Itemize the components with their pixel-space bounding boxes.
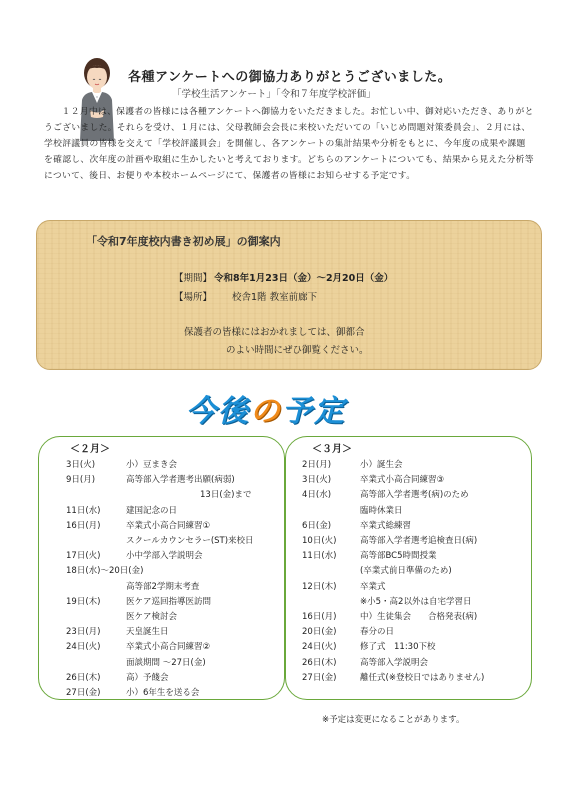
- event-period-value: 令和8年1月23日（金）～2月20日（金）: [214, 273, 394, 284]
- schedule-row: [302, 656, 532, 670]
- schedule-event: 高等部入学者選考追検査日(病): [360, 536, 478, 546]
- schedule-date: 19日(木): [66, 596, 101, 607]
- heading-part-2: の: [250, 394, 282, 429]
- schedule-date: 16日(月): [302, 612, 337, 622]
- schedule-event: 卒業式小高合同練習①: [126, 520, 211, 531]
- event-place-value: 校舎1階 教室前廊下: [232, 292, 318, 303]
- schedule-date: 24日(火): [302, 642, 337, 653]
- march-label: ＜３月＞: [312, 444, 352, 455]
- schedule-date: 26日(木): [66, 672, 101, 683]
- schedule-event: 高等部入学説明会: [360, 657, 429, 668]
- schedule-event: 卒業式小高合同練習②: [126, 642, 211, 653]
- schedule-event: (卒業式前日準備のため): [360, 566, 452, 577]
- schedule-event: 小中学部入学説明会: [126, 551, 203, 562]
- schedule-row: [66, 656, 296, 670]
- heading-part-3: 予定: [282, 394, 346, 429]
- schedule-event: 高等部2学期末考査: [126, 581, 200, 592]
- schedule-row: [66, 458, 296, 472]
- schedule-event: 修了式 11:30下校: [360, 642, 436, 653]
- schedule-event: ※小5・高2以外は自宅学習日: [360, 596, 472, 607]
- schedule-event: 卒業式小高合同練習③: [360, 475, 445, 486]
- schedule-date: 4日(水): [302, 490, 332, 501]
- event-note-line-1: 保護者の皆様にはおかれましては、御都合: [184, 327, 365, 338]
- schedule-event: 小）豆まき会: [126, 460, 178, 470]
- schedule-row: [302, 549, 532, 563]
- event-note-line-2: のよい時間にぜひ御覧ください。: [226, 345, 369, 356]
- schedule-row: [302, 625, 532, 639]
- schedule-event: 卒業式総練習: [360, 520, 412, 531]
- schedule-event: 春分の日: [360, 627, 395, 638]
- event-period-label: 【期間】: [174, 273, 213, 284]
- schedule-date: 26日(木): [302, 657, 337, 668]
- schedule-date: 3日(火): [302, 475, 332, 486]
- schedule-row: [302, 458, 532, 472]
- schedule-date: 20日(金): [302, 627, 337, 638]
- schedule-row: [302, 534, 532, 548]
- schedule-date: 3日(火): [66, 460, 96, 470]
- schedule-event: 面談期間 ～27日(金): [126, 657, 206, 668]
- schedule-date: 10日(火): [302, 536, 337, 546]
- schedule-date: 11日(水): [302, 551, 337, 562]
- schedule-event: 医ケア検討会: [126, 612, 178, 622]
- schedule-event: 卒業式: [360, 581, 386, 592]
- schedule-row: [66, 473, 296, 487]
- schedule-date: 9日(月): [66, 475, 96, 486]
- schedule-event: 高）予餞会: [126, 672, 169, 683]
- heading-part-1: 今後: [186, 394, 250, 429]
- schedule-row: [66, 595, 296, 609]
- schedule-event: 中）生徒集会 合格発表(病): [360, 612, 478, 622]
- schedule-row: [66, 671, 296, 685]
- schedule-event: 小）6年生を送る会: [126, 688, 200, 698]
- schedule-row: [302, 595, 532, 609]
- page-title: 各種アンケートへの御協力ありがとうございました。: [128, 70, 452, 85]
- schedule-event: 離任式(※登校日ではありません): [360, 672, 485, 683]
- schedule-row: [66, 610, 296, 624]
- schedule-date: 2日(月): [302, 460, 332, 470]
- schedule-row: [302, 473, 532, 487]
- schedule-row: [302, 671, 532, 685]
- schedule-change-note: ※予定は変更になることがあります。: [322, 715, 465, 725]
- schedule-row: [66, 625, 296, 639]
- schedule-date: 12日(木): [302, 581, 337, 592]
- schedule-event: 13日(金)まで: [200, 490, 252, 501]
- schedule-event: 医ケア巡回指導医訪問: [126, 596, 212, 607]
- schedule-row: [66, 549, 296, 563]
- event-place-label: 【場所】: [174, 292, 213, 303]
- intro-paragraph: １２月中は、保護者の皆様には各種アンケートへ御協力をいただきました。お忙しい中、御対応いただき、ありがとうございました。それらを受け、１月には、父母教師会会長に来校いただいての「いじめ問題対策委員会」、２月には、学校評議員の皆様を交えて「学校評議員会」を開催し、各アンケートの集計結果や分析をもとに、今年度の成果や課題を確認し、次年度の計画や取組に生かしたいと考えております。どちらのアンケートについても、結果から見えた分析等について、後日、お便りや本校ホームページにて、保護者の皆様にお知らせする予定です。: [44, 107, 534, 181]
- schedule-date: 24日(火): [66, 642, 101, 653]
- schedule-row: [66, 488, 296, 502]
- schedule-date: 27日(金): [66, 688, 101, 698]
- schedule-row: [302, 519, 532, 533]
- february-label: ＜２月＞: [70, 444, 110, 455]
- schedule-date: 17日(火): [66, 551, 101, 562]
- schedule-row: [66, 519, 296, 533]
- schedule-row: [66, 504, 296, 518]
- schedule-row: [66, 640, 296, 654]
- schedule-event: 臨時休業日: [360, 505, 403, 516]
- schedule-row: [66, 564, 296, 578]
- schedule-date: 18日(水)～20日(金): [66, 566, 144, 577]
- schedule-event: 高等部BC5時間授業: [360, 551, 437, 562]
- schedule-event: 高等部入学者選考出願(病弱): [126, 475, 235, 486]
- schedule-row: [66, 534, 296, 548]
- schedule-row: [302, 488, 532, 502]
- schedule-event: 小）誕生会: [360, 460, 403, 470]
- schedule-event: スクールカウンセラー(ST)来校日: [126, 536, 254, 546]
- schedule-row: [66, 580, 296, 594]
- schedule-row: [66, 686, 296, 700]
- schedule-event: 天皇誕生日: [126, 627, 169, 638]
- schedule-date: 16日(月): [66, 520, 101, 531]
- schedule-row: [302, 640, 532, 654]
- schedule-row: [302, 504, 532, 518]
- schedule-row: [302, 610, 532, 624]
- event-title: 「令和7年度校内書き初め展」の御案内: [86, 235, 281, 248]
- schedule-date: 11日(水): [66, 505, 101, 516]
- schedule-date: 6日(金): [302, 520, 332, 531]
- upcoming-schedule-heading: [186, 386, 346, 430]
- schedule-date: 27日(金): [302, 672, 337, 683]
- schedule-date: 23日(月): [66, 627, 101, 638]
- survey-subtitle: 「学校生活アンケート」「令和７年度学校評価」: [172, 89, 376, 100]
- schedule-event: 高等部入学者選考(病)のため: [360, 490, 469, 501]
- schedule-row: [302, 564, 532, 578]
- schedule-row: [302, 580, 532, 594]
- schedule-event: 建国記念の日: [126, 505, 178, 516]
